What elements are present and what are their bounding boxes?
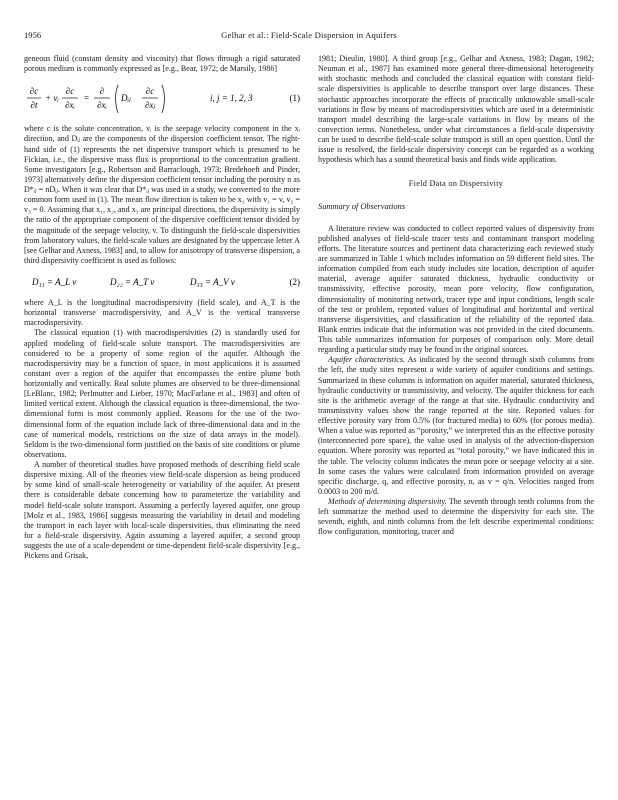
paragraph: where c is the solute concentration, vᵢ is the seepage velocity component in the xᵢ direction, and Dᵢⱼ are the components of the dispersion coefficient tensor. The right-hand side of (1) represents the net dispersive transport which is presumed to be Fickian, i.e., the dispersive mass flux is proportional to the concentration gradient. Some investigators [e.g., Robertson and Barraclough, 1973; Bredehoeft and Pinder, 1973] alternatively define the dispersion coefficient tensor including the porosity n as D*ᵢⱼ = nDᵢⱼ. When it was clear that D*ᵢⱼ was used in a study, we converted to the more common form used in (1). The mean flow direction is taken to be x₁ with v₁ = v, v₂ = v₃ = 0. Assuming that x₁, x₂, and x₃ are principal directions, the dispersivity is simply the ratio of the appropriate component of the dispersive coefficient tensor divided by the magnitude of the seepage velocity, v. To distinguish the field-scale dispersivities from laboratory values, the field-scale values are designated by the uppercase letter A [see Gelhar and Axness, 1983] and, to allow for anisotropy of transverse dispersion, a third dispersivity coefficient is used as follows: bbox=[24, 124, 300, 265]
page-number: 1956 bbox=[24, 30, 42, 40]
equation-2-graphic bbox=[24, 268, 300, 296]
equation-1-graphic bbox=[24, 77, 300, 121]
paragraph: A number of theoretical studies have proposed methods of describing field scale dispersive mixing. All of the theories view field-scale dispersion as being produced by some kind of small-scale heterogeneity or variability of the aquifer. At present there is considerable debate concerning how to parameterize the variability and model field-scale solute transport. Assuming a perfectly layered aquifer, one group [Molz et al., 1983, 1986] suggests measuring the variability in detail and modeling the transport in each layer with local-scale dispersivities, thus eliminating the need for a field-scale dispersivity. Again assuming a layered aquifer, a second group suggests the use of a scale-dependent or time-dependent field-scale dispersivity [e.g., Pickens and Grisak, bbox=[24, 460, 300, 561]
paragraph: 1981; Dieulin, 1980]. A third group [e.g., Gelhar and Axness, 1983; Dagan, 1982; Neuman et al., 1987] has examined more general three-dimensional heterogeneity with stochastic methods and concluded the classical equation with constant field-scale dispersivities is applicable to describe transport over large distances. These stochastic approaches incorporate the effects of practically unknowable small-scale variations in flow by means of macrodispersivities which are used in a deterministic transport model describing the large-scale variations in flow by means of the convection terms. Nonetheless, under what circumstances a field-scale dispersivity can be used to describe field-scale solute transport is still an open question. Until the issue is resolved, the field-scale dispersivity concept can be regarded as a working hypothesis which has a sound theoretical basis and finds wide application. bbox=[318, 54, 594, 165]
eq1-equals: = bbox=[84, 93, 90, 104]
paragraph: The classical equation (1) with macrodispersivities (2) is standardly used for applied modeling of field-scale solute transport. The macrodispersivities are considered to be a property of some region of the aquifer. Although the macrodispersivity may be a function of space, in most applications it is assumed constant over a region of the aquifer that encompasses the entire plume both horizontally and vertically. Real solute plumes are observed to be three-dimensional [LeBlanc, 1982; Perlmutter and Lieber, 1970; MacFarlane et al., 1983] and often of limited vertical extent. Although the classical equation is three-dimensional, the two-dimensional form is most commonly applied. Reasons for the use of the two-dimensional form of the equation include lack of three-dimensional data and in the case of numerical models, restrictions on the size of data arrays in the model). Seldom is the two-dimensional form justified on the basis of site conditions or plume observations. bbox=[24, 328, 300, 459]
paragraph: where A_L is the longitudinal macrodispersivity (field scale), and A_T is the horizontal transverse macrodispersivity, and A_V is the vertical transverse macrodispersivity. bbox=[24, 298, 300, 328]
equation-1 bbox=[24, 77, 300, 121]
eq1-frac4-num: ∂c bbox=[145, 86, 155, 97]
eq1-number: (1) bbox=[289, 93, 300, 104]
eq1-frac1-den: ∂t bbox=[30, 100, 38, 111]
eq2-term-a: D₁₁ = A_L v bbox=[32, 277, 77, 287]
eq1-frac2-num: ∂c bbox=[65, 86, 75, 97]
section-heading: Field Data on Dispersivity bbox=[408, 179, 504, 189]
eq1-frac4-den: ∂xⱼ bbox=[144, 100, 156, 111]
paragraph-body: The seventh through tenth columns from the left summarize the method used to determine the dispersivity for each site. The seventh, eighth, and ninth columns from the left describe experimental conditions: flow configuration, monitoring, tracer and bbox=[318, 497, 595, 537]
eq1-inner-coef: Dᵢⱼ bbox=[121, 93, 131, 104]
eq1-frac2-den: ∂xᵢ bbox=[65, 100, 75, 111]
eq2-term-b: D₂₂ = A_T v bbox=[110, 277, 155, 287]
paragraph bbox=[318, 497, 594, 538]
eq1-frac1-num: ∂c bbox=[29, 86, 39, 97]
left-column bbox=[24, 54, 300, 561]
paragraph-lead: Aquifer characteristics. bbox=[328, 355, 405, 365]
right-column bbox=[318, 54, 594, 538]
eq1-right-paren bbox=[162, 85, 165, 113]
subsection-heading: Summary of Observations bbox=[318, 201, 406, 211]
paragraph-lead: Methods of determining dispersivity. bbox=[328, 497, 447, 506]
equation-2 bbox=[24, 268, 300, 296]
paragraph: geneous fluid (constant density and viscosity) that flows through a rigid saturated porous medium is commonly expressed as [e.g., Bear, 1972; de Marsily, 1986] bbox=[24, 54, 300, 74]
eq2-number: (2) bbox=[289, 277, 300, 287]
page-header bbox=[24, 30, 594, 42]
paragraph bbox=[318, 355, 594, 497]
eq1-plus-v: + vᵢ bbox=[45, 93, 59, 104]
running-title: Gelhar et al.: Field-Scale Dispersion in Aquifers bbox=[221, 30, 397, 40]
eq1-frac3-num: ∂ bbox=[99, 86, 105, 97]
paragraph-body: As indicated by the second through sixth columns from the left, the study sites represent a wide variety of aquifer conditions and settings. Summarized in these columns is information on aquifer material, saturated thickness, hydraulic conductivity or transmissivity, and velocity. The aquifer thickness for each site is the arithmetic average of the range at that site. Hydraulic conductivity and transmissivity values show the range reported at the site. Reported values for effective porosity vary from 0.5% (for fractured media) to 60% (for porous media). When a value was reported as “porosity,” we interpreted this as the effective porosity (interconnected pore space), the value used in analysis of the advection-dispersion equation. Where porosity was reported as “total porosity,” we have indicated this in the table. The velocity column indicates the mean pore or seepage velocity at a site. In some cases the values were calculated from information provided on average specific discharge, q, and effective porosity, n, as v = q/n. Velocities ranged from 0.0003 to 200 m/d. bbox=[318, 355, 594, 496]
eq1-left-paren bbox=[116, 85, 119, 113]
eq1-frac3-den: ∂xᵢ bbox=[97, 100, 107, 111]
eq1-indices: i, j = 1, 2, 3 bbox=[210, 93, 253, 104]
paragraph: A literature review was conducted to collect reported values of dispersivity from published analyses of field-scale tracer tests and contaminant transport modeling efforts. The literature sources and pertinent data characterizing each reviewed study are summarized in Table 1 which includes information on 59 different field sites. The information compiled from each study includes site location, description of aquifer material, average aquifer saturated thickness, hydraulic conductivity or transmissivity, effective porosity, mean pore velocity, flow configuration, dimensionality of monitoring network, tracer type and input conditions, length scale of the test or problem, reported values of longitudinal and horizontal and vertical transverse dispersivities, and classification of the reliability of the reported data. Blank entries indicate that the information was not provided in the cited documents. This table summarizes information for purposes of comparison only. More detail regarding a particular study may be found in the original sources. bbox=[318, 223, 594, 355]
eq2-term-c: D₃₃ = A_V v bbox=[190, 277, 235, 287]
